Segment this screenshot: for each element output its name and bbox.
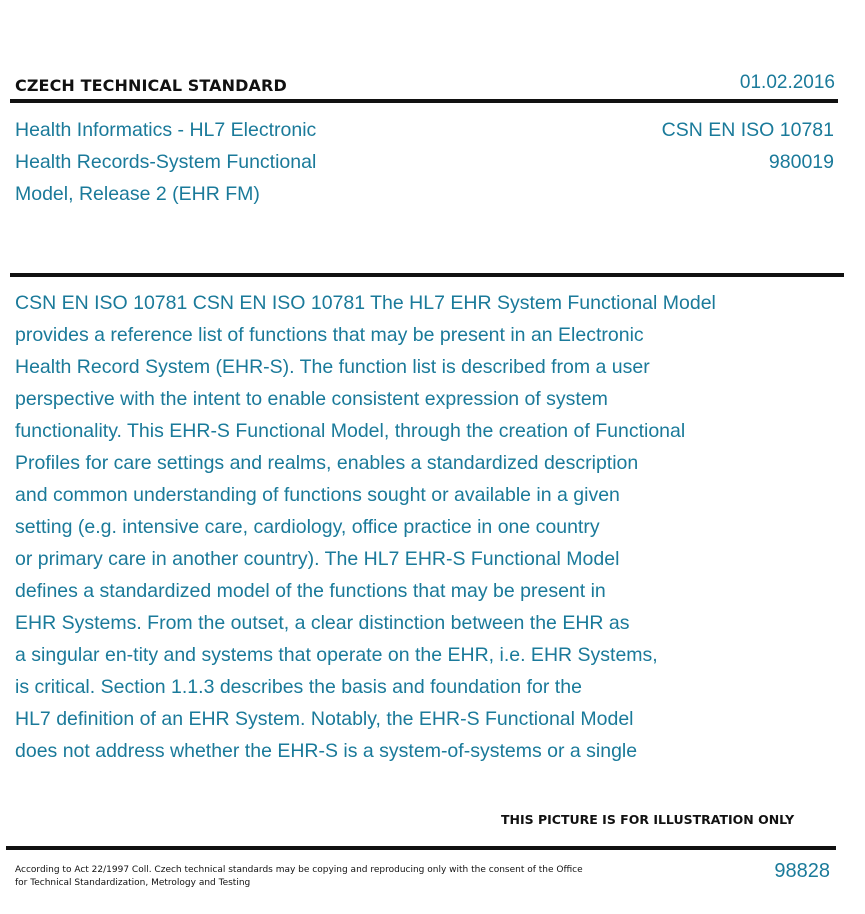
- copyright-note: [15, 864, 615, 890]
- abstract-line: setting (e.g. intensive care, cardiology, office practice in one country: [15, 516, 600, 538]
- copyright-line: for Technical Standardization, Metrology and Testing: [15, 878, 251, 888]
- document-title: [15, 114, 415, 210]
- abstract-line: functionality. This EHR-S Functional Model, through the creation of Functional: [15, 420, 686, 442]
- abstract-line: perspective with the intent to enable consistent expression of system: [15, 388, 608, 410]
- standard-code-block: [662, 114, 834, 178]
- abstract-line: a singular en-tity and systems that operate on the EHR, i.e. EHR Systems,: [15, 644, 658, 666]
- abstract-line: defines a standardized model of the functions that may be present in: [15, 580, 606, 602]
- abstract-line: does not address whether the EHR-S is a system-of-systems or a single: [15, 740, 638, 762]
- abstract-line: EHR Systems. From the outset, a clear distinction between the EHR as: [15, 612, 630, 634]
- publication-date: 01.02.2016: [739, 72, 835, 93]
- illustration-note: THIS PICTURE IS FOR ILLUSTRATION ONLY: [501, 812, 795, 827]
- footer-number: 98828: [774, 860, 830, 882]
- abstract-text: [15, 287, 855, 767]
- title-line: Model, Release 2 (EHR FM): [15, 183, 260, 205]
- title-line: Health Informatics - HL7 Electronic: [15, 119, 317, 141]
- abstract-line: provides a reference list of functions that may be present in an Electronic: [15, 324, 644, 346]
- header-divider: [10, 99, 838, 103]
- abstract-line: Health Record System (EHR-S). The function list is described from a user: [15, 356, 650, 378]
- title-divider: [10, 273, 844, 277]
- abstract-line: Profiles for care settings and realms, enables a standardized description: [15, 452, 639, 474]
- standard-label: CZECH TECHNICAL STANDARD: [15, 76, 287, 95]
- abstract-line: or primary care in another country). The HL7 EHR-S Functional Model: [15, 548, 620, 570]
- abstract-line: CSN EN ISO 10781 CSN EN ISO 10781 The HL7 EHR System Functional Model: [15, 292, 716, 314]
- title-line: Health Records-System Functional: [15, 151, 317, 173]
- abstract-line: is critical. Section 1.1.3 describes the basis and foundation for the: [15, 676, 582, 698]
- standard-number: CSN EN ISO 10781: [661, 119, 834, 141]
- copyright-line: According to Act 22/1997 Coll. Czech technical standards may be copying and reproducing only with the consent of the Office: [15, 865, 583, 875]
- catalog-number: 980019: [768, 151, 834, 173]
- abstract-line: HL7 definition of an EHR System. Notably, the EHR-S Functional Model: [15, 708, 634, 730]
- footer-divider: [6, 846, 836, 850]
- abstract-line: and common understanding of functions sought or available in a given: [15, 484, 620, 506]
